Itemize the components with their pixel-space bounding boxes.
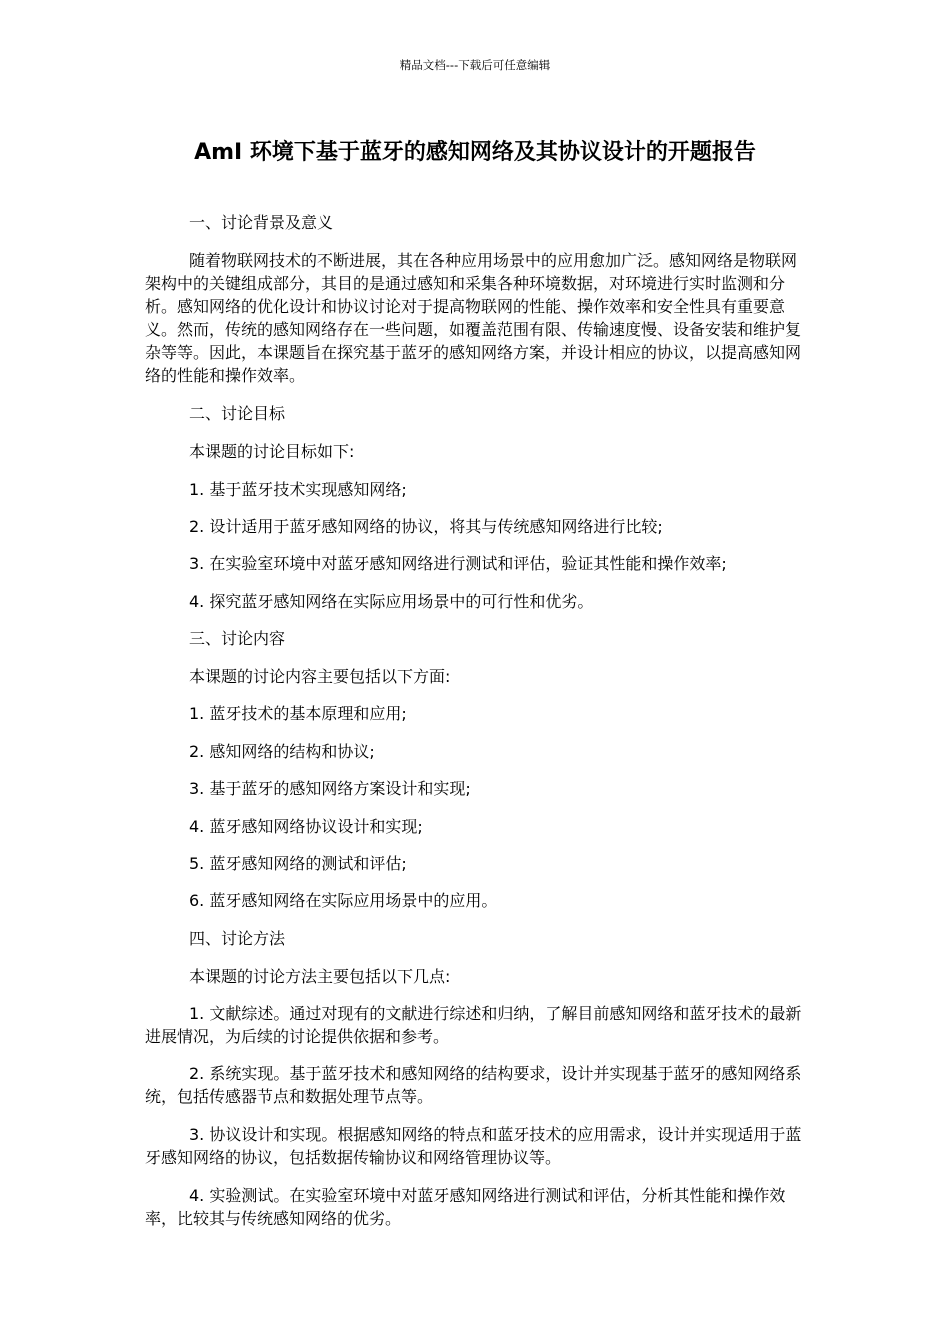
content-item: 4. 蓝牙感知网络协议设计和实现; [189,817,423,836]
content-item: 2. 感知网络的结构和协议; [189,742,375,761]
section-heading-methods: 四、讨论方法 [189,929,286,948]
objectives-intro: 本课题的讨论目标如下: [189,442,355,461]
section-heading-objectives: 二、讨论目标 [189,404,286,423]
method-item: 2. 系统实现。基于蓝牙技术和感知网络的结构要求，设计并实现基于蓝牙的感知网络系统，包括传感器节点和数据处理节点等。 [145,1064,802,1106]
objective-item: 1. 基于蓝牙技术实现感知网络; [189,480,407,499]
methods-intro: 本课题的讨论方法主要包括以下几点: [189,967,451,986]
content-item: 5. 蓝牙感知网络的测试和评估; [189,854,407,873]
content-item: 3. 基于蓝牙的感知网络方案设计和实现; [189,779,471,798]
method-item: 1. 文献综述。通过对现有的文献进行综述和归纳，了解目前感知网络和蓝牙技术的最新进展情况，为后续的讨论提供依据和参考。 [145,1004,802,1046]
page-header: 精品文档---下载后可任意编辑 [399,58,551,72]
background-paragraph: 随着物联网技术的不断进展，其在各种应用场景中的应用愈加广泛。感知网络是物联网架构中的关键组成部分，其目的是通过感知和采集各种环境数据，对环境进行实时监测和分析。感知网络的优化设计和协议讨论对于提高物联网的性能、操作效率和安全性具有重要意义。然而，传统的感知网络存在一些问题，如覆盖范围有限、传输速度慢、设备安装和维护复杂等等。因此，本课题旨在探究基于蓝牙的感知网络方案，并设计相应的协议，以提高感知网络的性能和操作效率。 [145,251,802,385]
objective-item: 4. 探究蓝牙感知网络在实际应用场景中的可行性和优劣。 [189,592,594,611]
content-item: 6. 蓝牙感知网络在实际应用场景中的应用。 [189,891,498,910]
section-heading-background: 一、讨论背景及意义 [189,213,334,232]
method-item: 3. 协议设计和实现。根据感知网络的特点和蓝牙技术的应用需求，设计并实现适用于蓝牙感知网络的协议，包括数据传输协议和网络管理协议等。 [145,1125,802,1167]
content-intro: 本课题的讨论内容主要包括以下方面: [189,667,451,686]
section-heading-content: 三、讨论内容 [189,629,286,648]
method-item: 4. 实验测试。在实验室环境中对蓝牙感知网络进行测试和评估，分析其性能和操作效率，比较其与传统感知网络的优劣。 [145,1186,786,1228]
objective-item: 2. 设计适用于蓝牙感知网络的协议，将其与传统感知网络进行比较; [189,517,663,536]
content-item: 1. 蓝牙技术的基本原理和应用; [189,704,407,723]
document-title: AmI 环境下基于蓝牙的感知网络及其协议设计的开题报告 [194,140,756,165]
objective-item: 3. 在实验室环境中对蓝牙感知网络进行测试和评估，验证其性能和操作效率; [189,554,727,573]
